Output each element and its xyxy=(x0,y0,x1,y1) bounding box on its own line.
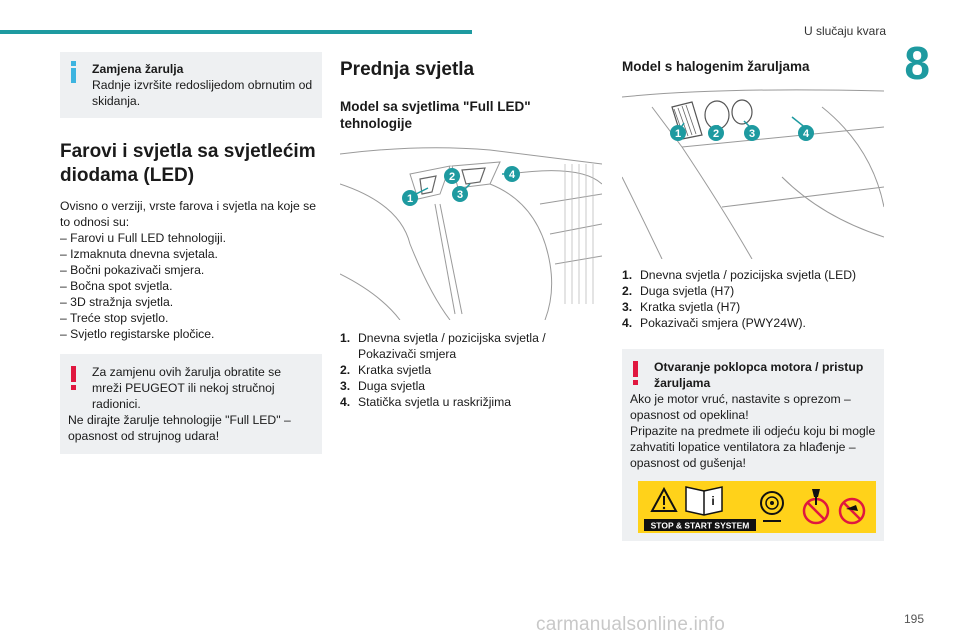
list-item: 3. Duga svjetla xyxy=(340,379,426,393)
page-number: 195 xyxy=(903,612,924,626)
svg-text:2: 2 xyxy=(712,128,720,140)
list-item: – Bočna spot svjetla. xyxy=(60,279,173,293)
info-box-bulb-replacement xyxy=(60,52,322,118)
watermark: carmanualsonline.info xyxy=(536,614,726,635)
led-heading: Farovi i svjetla sa svjetlećim diodama (LED) xyxy=(60,141,316,186)
callout-2 xyxy=(708,125,724,141)
warning-box-bonnet xyxy=(622,349,884,541)
list-item: – Treće stop svjetlo. xyxy=(60,311,169,325)
list-item: 3. Kratka svjetla (H7) xyxy=(622,300,741,314)
chapter-title: U slučaju kvara xyxy=(803,24,886,38)
stop-start-label: STOP & START SYSTEM xyxy=(650,520,750,531)
list-item: – Farovi u Full LED tehnologiji. xyxy=(60,231,226,245)
column-right xyxy=(622,58,884,541)
full-led-subheading: Model sa svjetlima "Full LED" tehnologije xyxy=(340,99,531,131)
svg-text:4: 4 xyxy=(508,169,516,181)
svg-text:1: 1 xyxy=(406,193,414,205)
full-led-legend xyxy=(340,330,602,410)
warning-lead: Za zamjenu ovih žarulja obratite se mreži PEUGEOT ili nekoj stručnoj radionici. xyxy=(92,365,282,411)
manual-book-icon xyxy=(686,487,722,515)
svg-text:3: 3 xyxy=(748,128,756,140)
list-item: – 3D stražnja svjetla. xyxy=(60,295,174,309)
warning-icon xyxy=(70,366,78,392)
info-text: Radnje izvršite redoslijedom obrnutim od skidanja. xyxy=(92,78,313,108)
warning-line: Pripazite na predmete ili odjeću koju bi mogle zahvatiti lopatice ventilatora za hlađenje – opasnost od gušenja! xyxy=(630,424,876,470)
callout-4 xyxy=(798,125,814,141)
column-middle xyxy=(340,58,602,410)
no-tools-icon xyxy=(840,499,864,523)
led-list xyxy=(60,230,322,342)
callout-3 xyxy=(452,186,468,202)
warning-triangle-icon xyxy=(652,489,676,511)
list-item: 1. Dnevna svjetla / pozicijska svjetla / Pokazivači smjera xyxy=(340,331,546,361)
info-icon xyxy=(70,61,78,83)
list-item: 2. Duga svjetla (H7) xyxy=(622,284,735,298)
callout-4 xyxy=(504,166,520,182)
list-item: 2. Kratka svjetla xyxy=(340,363,432,377)
list-item: 1. Dnevna svjetla / pozicijska svjetla (LED) xyxy=(622,268,857,282)
list-item: – Bočni pokazivači smjera. xyxy=(60,263,205,277)
svg-text:1: 1 xyxy=(674,128,682,140)
svg-text:4: 4 xyxy=(802,128,810,140)
header-accent-bar xyxy=(0,30,472,34)
info-title: Zamjena žarulja xyxy=(92,62,184,76)
svg-text:2: 2 xyxy=(448,171,456,183)
engine-bay-warning-label xyxy=(638,481,876,533)
callout-3 xyxy=(744,125,760,141)
list-item: 4. Statička svjetla u raskrižjima xyxy=(340,395,512,409)
list-item: 4. Pokazivači smjera (PWY24W). xyxy=(622,316,806,330)
chapter-number: 8 xyxy=(904,37,930,89)
halogen-subheading: Model s halogenim žaruljama xyxy=(622,59,810,74)
svg-text:i: i xyxy=(711,494,715,508)
column-left xyxy=(60,52,322,454)
fan-belt-icon xyxy=(761,492,783,521)
warning-box-led xyxy=(60,354,322,454)
callout-2 xyxy=(444,168,460,184)
list-item: – Izmaknuta dnevna svjetala. xyxy=(60,247,218,261)
svg-text:3: 3 xyxy=(456,189,464,201)
halogen-headlamp-illustration xyxy=(622,87,884,259)
warning-title: Otvaranje poklopca motora / pristup žaruljama xyxy=(654,360,864,390)
list-item: – Svjetlo registarske pločice. xyxy=(60,327,215,341)
callout-1 xyxy=(402,190,418,206)
led-intro: Ovisno o verziji, vrste farova i svjetla na koje se to odnosi su: xyxy=(60,199,317,229)
warning-line: Ako je motor vruć, nastavite s oprezom – opasnost od opeklina! xyxy=(630,392,851,422)
warning-icon xyxy=(632,361,640,387)
front-lights-heading: Prednja svjetla xyxy=(340,59,475,80)
no-hands-icon xyxy=(804,489,828,523)
full-led-headlamp-illustration xyxy=(340,144,602,320)
callout-1 xyxy=(670,125,686,141)
halogen-legend xyxy=(622,267,884,331)
warning-text: Ne dirajte žarulje tehnologije "Full LED" – opasnost od strujnog udara! xyxy=(68,413,291,443)
